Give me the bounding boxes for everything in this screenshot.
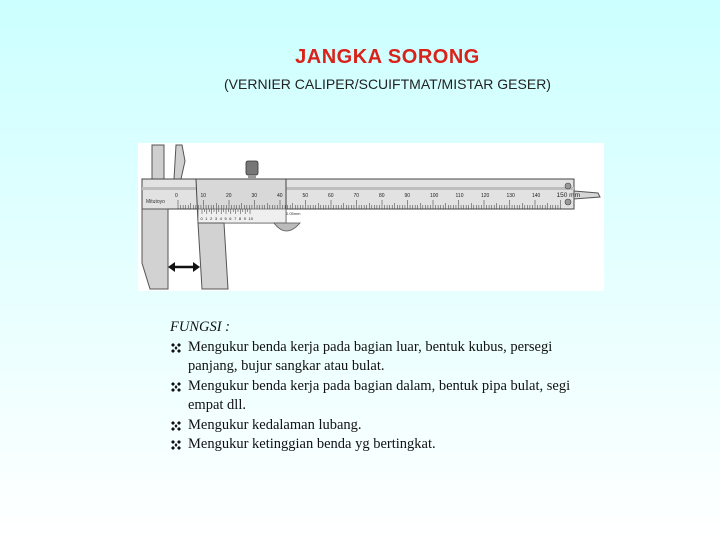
fungsi-list [170,338,590,455]
vernier-scale-label: 3 [214,216,218,221]
vernier-scale-label: 0 [200,216,203,221]
vernier-scale-label: 10 [248,216,253,221]
vernier-spec: 0.05mm [286,211,301,216]
fungsi-item-text: Mengukur ketinggian benda yg bertingkat. [188,436,436,452]
main-scale-label: 70 [353,193,360,199]
diamond-bullet-icon [170,382,182,392]
slide-subtitle: (VERNIER CALIPER/SCUIFTMAT/MISTAR GESER) [224,76,551,92]
main-scale-label: 150 mm [556,192,580,199]
main-scale-label: 90 [404,193,411,199]
fungsi-item [170,377,590,416]
fungsi-item-text: Mengukur benda kerja pada bagian dalam, bentuk pipa bulat, segi empat dll. [188,377,571,413]
diamond-bullet-icon [170,440,182,450]
fungsi-heading: FUNGSI : [170,319,231,335]
main-scale-label: 130 [506,193,515,199]
main-scale-label: 20 [226,193,232,199]
diamond-bullet-icon [170,343,182,353]
caliper-figure [138,143,604,291]
main-scale-label: 140 [532,193,541,199]
main-scale-label: 100 [430,193,439,199]
slide-title: JANGKA SORONG [295,46,480,68]
vernier-caliper-illustration [138,143,604,291]
main-scale-label: 120 [481,193,490,199]
main-scale-label: 60 [328,193,334,199]
diamond-bullet-icon [170,421,182,431]
fungsi-item [170,435,590,455]
fungsi-section [170,318,590,455]
main-scale-label: 30 [251,193,258,199]
vernier-scale-label: 9 [243,216,246,221]
fungsi-item [170,338,590,377]
main-scale-label: 40 [277,193,283,199]
main-scale-label: 110 [455,193,464,199]
vernier-scale-label: 1 [205,216,208,221]
vernier-scale-label: 2 [210,216,213,221]
fungsi-item-text: Mengukur benda kerja pada bagian luar, bentuk kubus, persegi panjang, bujur sangkar atau bulat. [188,338,553,374]
fungsi-item-text: Mengukur kedalaman lubang. [188,416,362,433]
vernier-scale-label: 5 [224,216,227,221]
vernier-scale-label: 4 [219,216,222,221]
main-scale-label: 10 [200,193,207,199]
vernier-scale-label: 6 [229,216,232,221]
main-scale-label: 80 [379,193,385,199]
brand-mark: Mitutoyo [146,199,165,205]
main-scale-label: 50 [302,193,309,199]
vernier-scale-label: 7 [234,216,237,221]
fungsi-item [170,416,590,436]
vernier-scale-label: 8 [238,216,242,221]
main-scale-label: 0 [175,193,178,199]
